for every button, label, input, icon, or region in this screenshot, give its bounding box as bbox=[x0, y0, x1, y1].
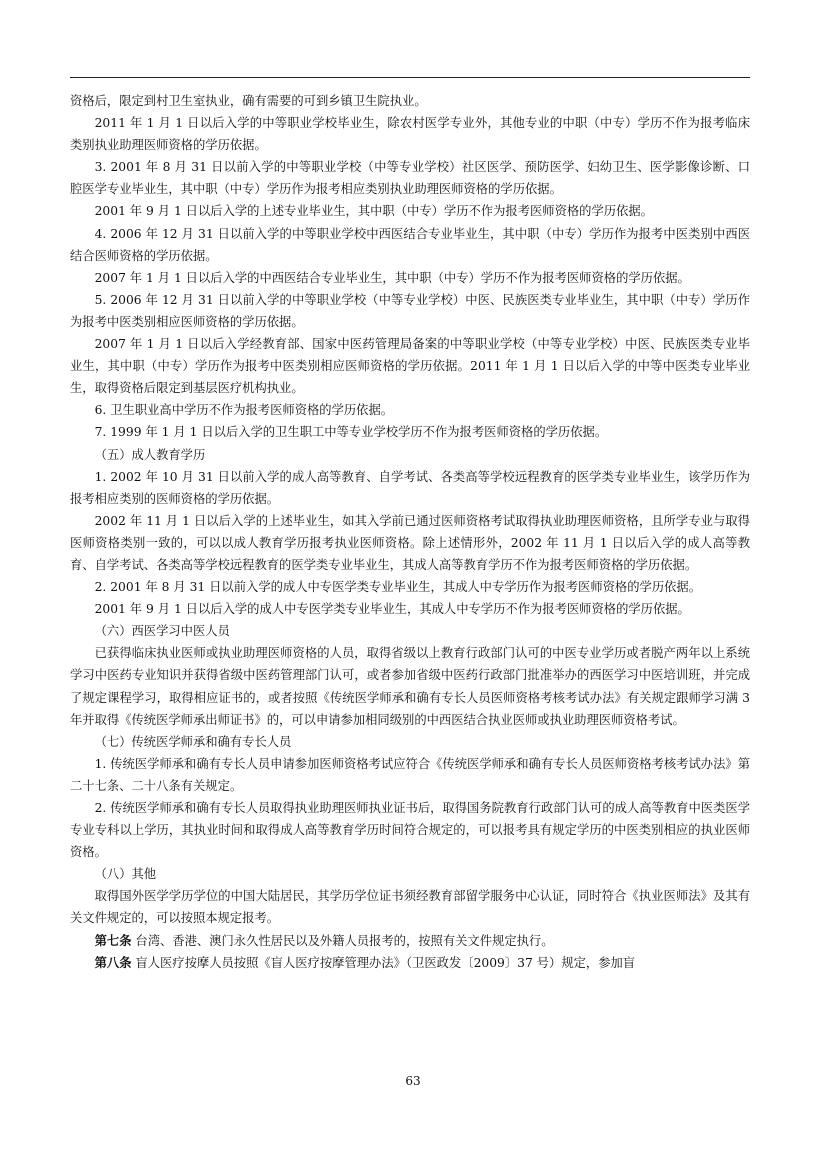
article-8 bbox=[70, 952, 750, 974]
article-7-label: 第七条 bbox=[94, 932, 132, 948]
paragraph: 资格后，限定到村卫生室执业，确有需要的可到乡镇卫生院执业。 bbox=[70, 94, 427, 108]
paragraph: 6. 卫生职业高中学历不作为报考医师资格的学历依据。 bbox=[94, 403, 394, 418]
paragraph: 3. 2001 年 8 月 31 日以前入学的中等职业学校（中等专业学校）社区医学、预防医学、妇幼卫生、医学影像诊断、口腔医学专业毕业生，其中职（中专）学历作为报考相应类别执业助理医师资格的学历依据。 bbox=[70, 160, 750, 197]
header-rule bbox=[70, 77, 750, 78]
page-number: 63 bbox=[405, 1074, 421, 1088]
article-7-text: 台湾、香港、澳门永久性居民以及外籍人员报考的，按照有关文件规定执行。 bbox=[131, 933, 554, 948]
paragraph: 5. 2006 年 12 月 31 日以前入学的中等职业学校（中等专业学校）中医、民族医类专业毕业生，其中职（中专）学历作为报考中医类别相应医师资格的学历依据。 bbox=[70, 292, 750, 329]
paragraph: 2001 年 9 月 1 日以后入学的上述专业毕业生，其中职（中专）学历不作为报考医师资格的学历依据。 bbox=[94, 204, 653, 219]
document-body bbox=[70, 90, 750, 974]
paragraph: 2011 年 1 月 1 日以后入学的中等职业学校毕业生，除农村医学专业外，其他专业的中职（中专）学历不作为报考临床类别执业助理医师资格的学历依据。 bbox=[70, 116, 750, 153]
paragraph: 2. 传统医学师承和确有专长人员取得执业助理医师执业证书后，取得国务院教育行政部门认可的成人高等教育中医类医学专业专科以上学历，其执业时间和取得成人高等教育学历时间符合规定的，可以报考具有规定学历的中医类别相应的执业医师资格。 bbox=[70, 801, 750, 860]
paragraph: 取得国外医学学历学位的中国大陆居民，其学历学位证书须经教育部留学服务中心认证，同时符合《执业医师法》及其有关文件规定的，可以按照本规定报考。 bbox=[70, 889, 750, 926]
paragraph: 2007 年 1 月 1 日以后入学经教育部、国家中医药管理局备案的中等职业学校（中等专业学校）中医、民族医类专业毕业生，其中职（中专）学历作为报考中医类别相应医师资格的学历依据。2011 年 1 月 1 日以后入学的中等中医类专业毕业生，取得资格后限定到基层医疗机构执业。 bbox=[70, 337, 750, 396]
paragraph: 2001 年 9 月 1 日以后入学的成人中专医学类专业毕业生，其成人中专学历不作为报考医师资格的学历依据。 bbox=[94, 602, 690, 617]
section-heading: （七）传统医学师承和确有专长人员 bbox=[94, 734, 292, 749]
paragraph: 1. 传统医学师承和确有专长人员申请参加医师资格考试应符合《传统医学师承和确有专长人员医师资格考核考试办法》第二十七条、二十八条有关规定。 bbox=[70, 756, 750, 793]
paragraph: 2. 2001 年 8 月 31 日以前入学的成人中专医学类专业毕业生，其成人中专学历作为报考医师资格的学历依据。 bbox=[94, 580, 702, 595]
paragraph: 2007 年 1 月 1 日以后入学的中西医结合专业毕业生，其中职（中专）学历不作为报考医师资格的学历依据。 bbox=[94, 270, 690, 285]
section-heading: （六）西医学习中医人员 bbox=[94, 624, 230, 639]
paragraph: 1. 2002 年 10 月 31 日以前入学的成人高等教育、自学考试、各类高等学校远程教育的医学类专业毕业生，该学历作为报考相应类别的医师资格的学历依据。 bbox=[70, 469, 750, 506]
section-heading: （八）其他 bbox=[94, 867, 157, 882]
paragraph: 4. 2006 年 12 月 31 日以前入学的中等职业学校中西医结合专业毕业生，其中职（中专）学历作为报考中医类别中西医结合医师资格的学历依据。 bbox=[70, 226, 750, 263]
article-7 bbox=[70, 930, 750, 952]
section-heading: （五）成人教育学历 bbox=[94, 447, 206, 462]
article-8-label: 第八条 bbox=[94, 954, 132, 970]
paragraph: 2002 年 11 月 1 日以后入学的上述毕业生，如其入学前已通过医师资格考试取得执业助理医师资格，且所学专业与取得医师资格类别一致的，可以以成人教育学历报考执业医师资格。除上述情形外，2002 年 11 月 1 日以后入学的成人高等教育、自学考试、各类高等学校远程教育的医学类专业毕业生，其成人高等教育学历不作为报考医师资格的学历依据。 bbox=[70, 513, 750, 572]
paragraph: 7. 1999 年 1 月 1 日以后入学的卫生职工中等专业学校学历不作为报考医师资格的学历依据。 bbox=[94, 425, 608, 440]
paragraph: 已获得临床执业医师或执业助理医师资格的人员，取得省级以上教育行政部门认可的中医专业学历或者脱产两年以上系统学习中医药专业知识并获得省级中医药管理部门认可，或者参加省级中医药行政部门批准举办的西医学习中医培训班，并完成了规定课程学习，取得相应证书的，或者按照《传统医学师承和确有专长人员医师资格考核考试办法》有关规定跟师学习满 3 年并取得《传统医学师承出师证书》的，可以申请参加相同级别的中西医结合执业医师或执业助理医师资格考试。 bbox=[70, 646, 750, 727]
article-8-text: 盲人医疗按摩人员按照《盲人医疗按摩管理办法》（卫医政发〔2009〕37 号）规定，参加盲 bbox=[131, 955, 636, 970]
